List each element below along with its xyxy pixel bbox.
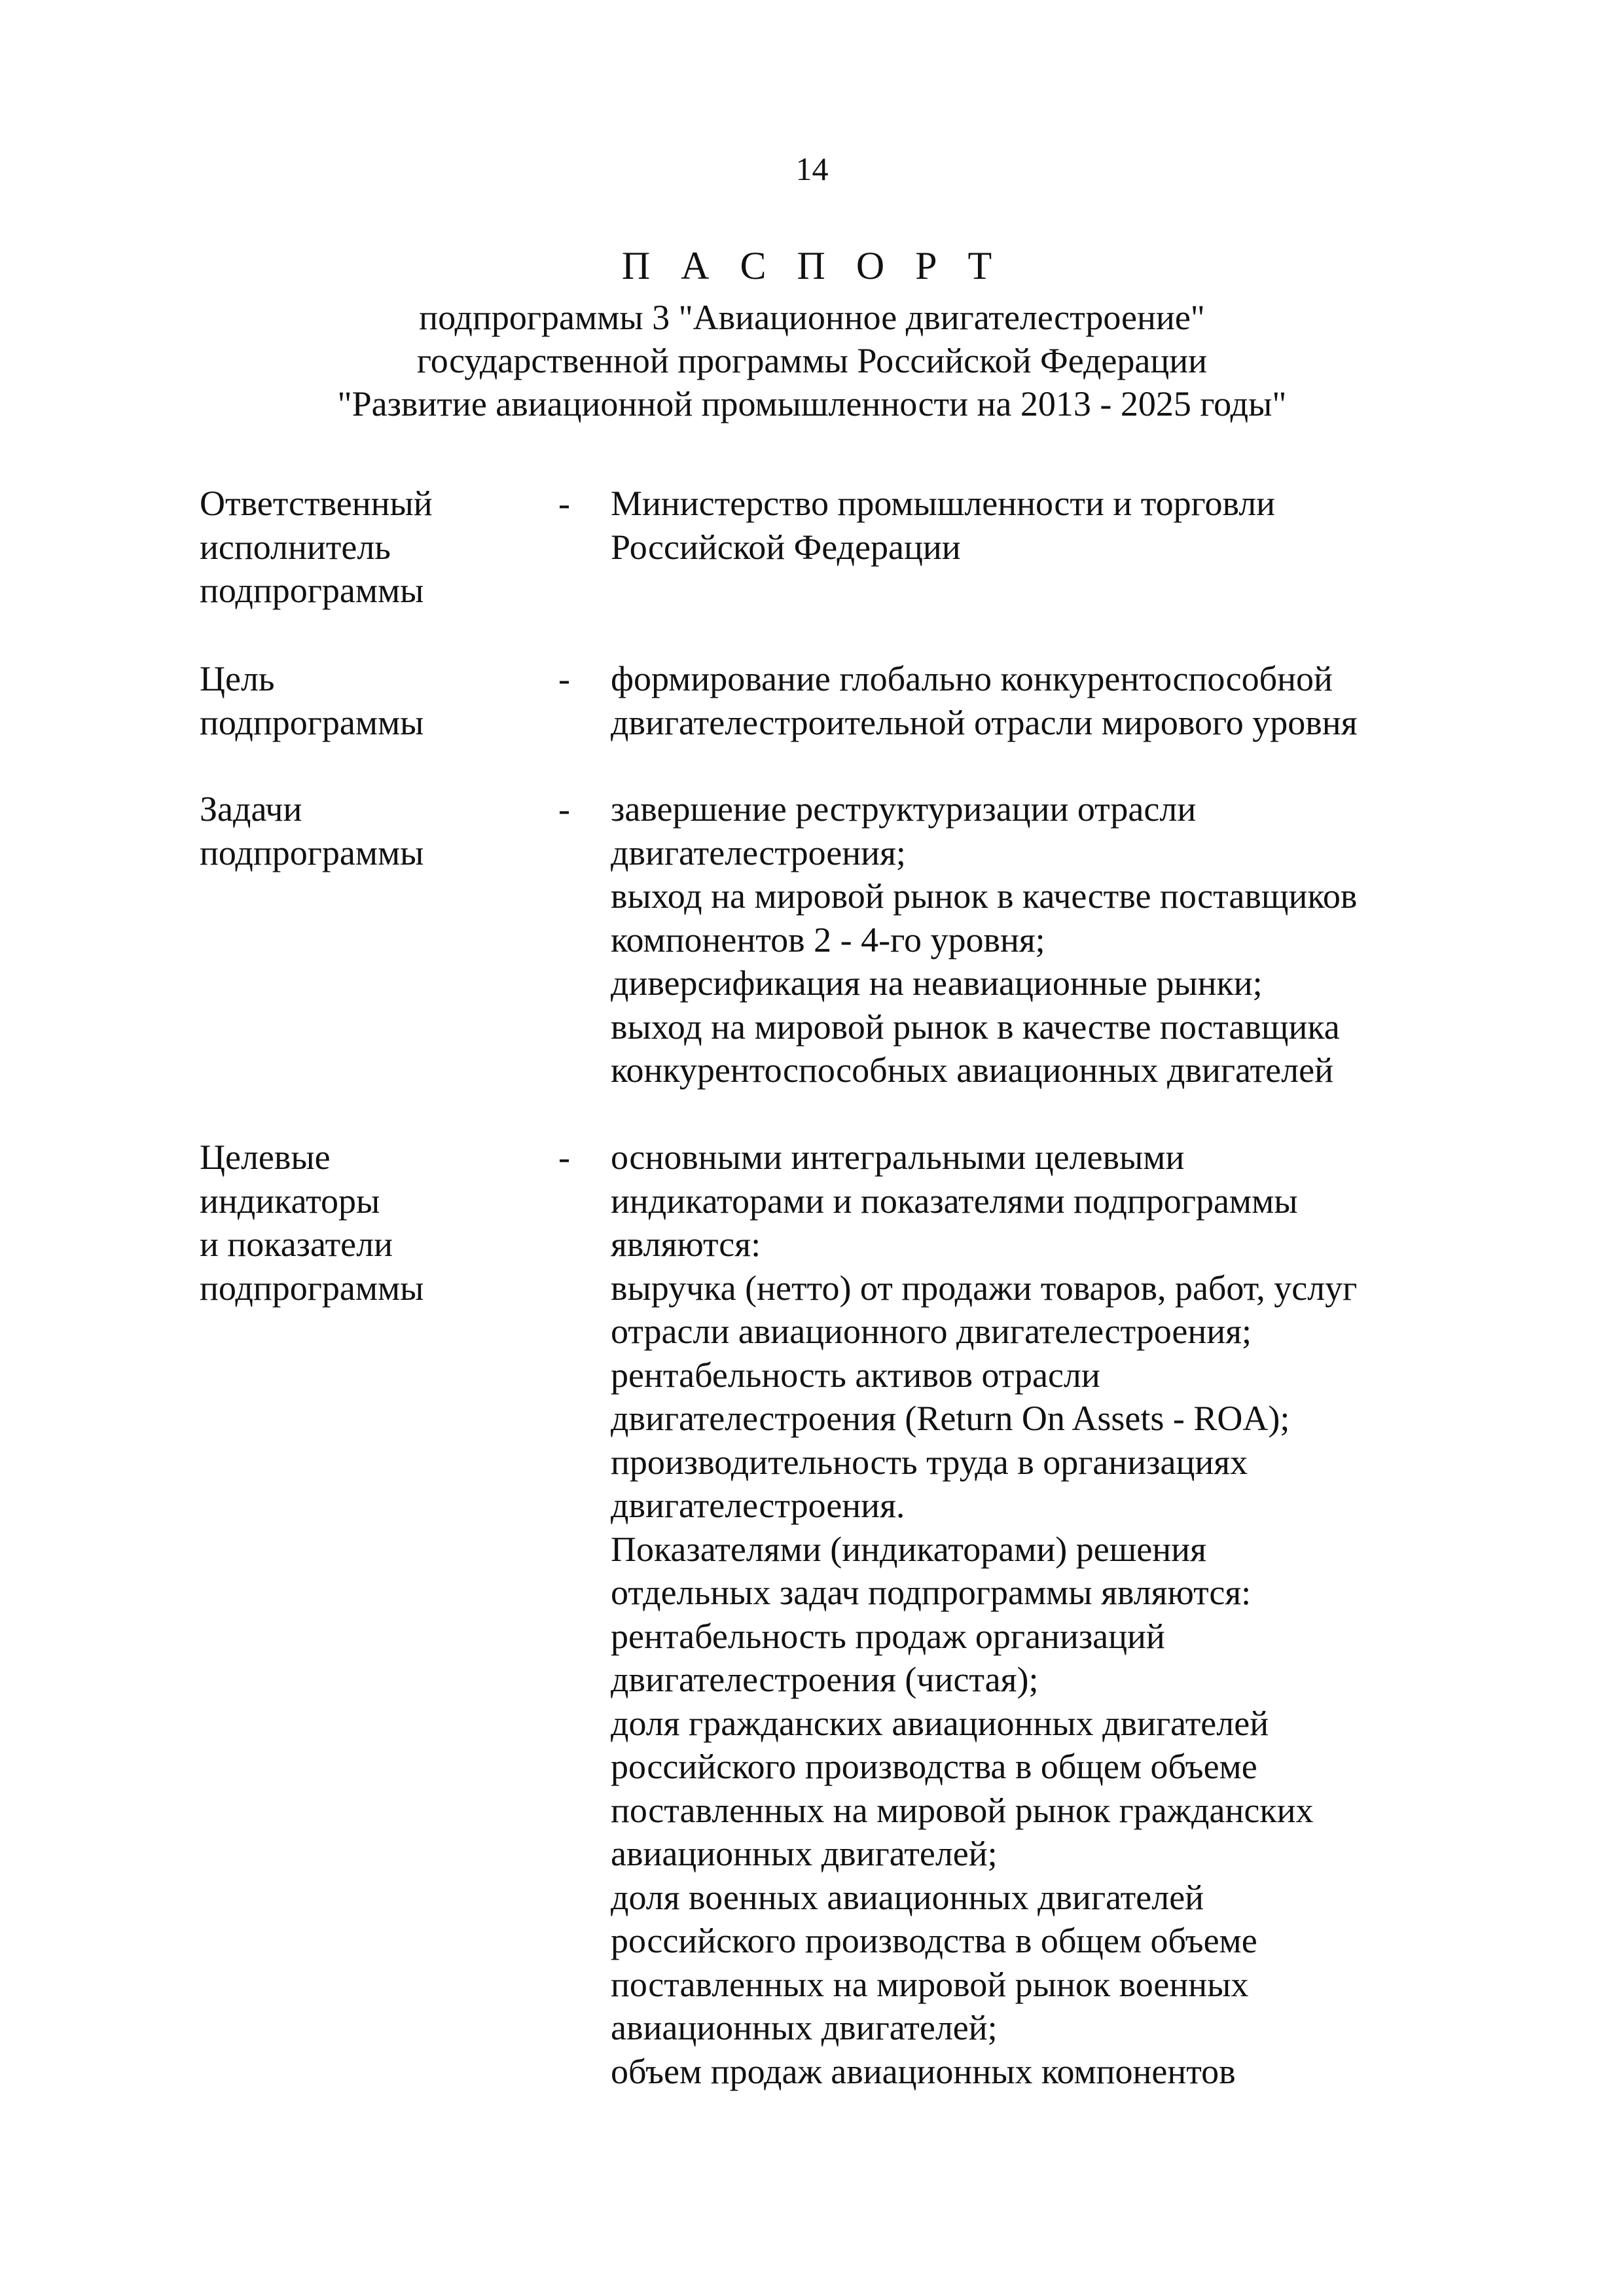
value-line: двигателестроения (Return On Assets - ROA); — [611, 1399, 1290, 1438]
value-line: российского производства в общем объеме — [611, 1747, 1257, 1786]
row-label — [200, 482, 540, 613]
value-line: отдельных задач подпрограммы являются: — [611, 1573, 1252, 1612]
value-line: рентабельность продаж организаций — [611, 1616, 1165, 1656]
value-line: доля гражданских авиационных двигателей — [611, 1703, 1269, 1743]
value-line: Российской Федерации — [611, 527, 961, 567]
subtitle-line: подпрограммы 3 "Авиационное двигателестроение" — [419, 298, 1205, 337]
value-line: Министерство промышленности и торговли — [611, 484, 1276, 523]
value-line: поставленных на мировой рынок гражданских — [611, 1790, 1314, 1830]
subtitle-line: "Развитие авиационной промышленности на 2013 - 2025 годы" — [337, 384, 1287, 423]
row-label — [200, 1136, 540, 1310]
row-label — [200, 787, 540, 874]
row-dash: - — [558, 659, 570, 698]
document-title: П А С П О Р Т — [621, 244, 1003, 287]
value-line: являются: — [611, 1225, 761, 1264]
value-line: двигателестроения. — [611, 1486, 905, 1525]
label-line: и показатели — [200, 1225, 393, 1264]
label-line: подпрограммы — [200, 1268, 424, 1308]
label-line: Ответственный — [200, 484, 433, 523]
value-line: отрасли авиационного двигателестроения; — [611, 1312, 1252, 1351]
value-line: конкурентоспособных авиационных двигателей — [611, 1050, 1333, 1090]
value-line: авиационных двигателей; — [611, 2008, 998, 2047]
value-line: завершение реструктуризации отрасли — [611, 789, 1197, 829]
value-line: выручка (нетто) от продажи товаров, работ, услуг — [611, 1268, 1358, 1308]
row-value — [611, 482, 1527, 569]
value-line: выход на мировой рынок в качестве поставщиков — [611, 876, 1358, 916]
value-line: основными интегральными целевыми — [611, 1138, 1185, 1177]
row-label — [200, 657, 540, 744]
value-line: объем продаж авиационных компонентов — [611, 2051, 1236, 2091]
value-line: двигателестроительной отрасли мирового уровня — [611, 702, 1358, 742]
value-line: диверсификация на неавиационные рынки; — [611, 963, 1263, 1003]
value-line: индикаторами и показателями подпрограммы — [611, 1181, 1298, 1221]
value-line: рентабельность активов отрасли — [611, 1355, 1100, 1395]
label-line: Задачи — [200, 789, 302, 829]
value-line: формирование глобально конкурентоспособной — [611, 659, 1333, 698]
value-line: авиационных двигателей; — [611, 1834, 998, 1873]
value-line: поставленных на мировой рынок военных — [611, 1964, 1249, 2004]
document-subtitle — [0, 296, 1624, 425]
row-value — [611, 657, 1527, 744]
label-line: индикаторы — [200, 1181, 380, 1221]
value-line: Показателями (индикаторами) решения — [611, 1529, 1206, 1569]
row-value — [611, 787, 1527, 1092]
value-line: производительность труда в организациях — [611, 1442, 1248, 1482]
label-line: Целевые — [200, 1138, 331, 1177]
row-dash: - — [558, 789, 570, 829]
page-number: 14 — [795, 151, 829, 187]
row-dash: - — [558, 1138, 570, 1177]
label-line: подпрограммы — [200, 571, 424, 610]
value-line: доля военных авиационных двигателей — [611, 1877, 1204, 1917]
value-line: двигателестроения (чистая); — [611, 1660, 1039, 1699]
value-line: компонентов 2 - 4-го уровня; — [611, 920, 1045, 960]
label-line: подпрограммы — [200, 833, 424, 872]
subtitle-line: государственной программы Российской Федерации — [416, 341, 1208, 380]
row-value — [611, 1136, 1527, 2093]
row-dash: - — [558, 484, 570, 523]
value-line: выход на мировой рынок в качестве поставщика — [611, 1007, 1340, 1047]
label-line: Цель — [200, 659, 275, 698]
label-line: исполнитель — [200, 527, 391, 567]
value-line: двигателестроения; — [611, 833, 906, 872]
label-line: подпрограммы — [200, 702, 424, 742]
value-line: российского производства в общем объеме — [611, 1921, 1257, 1960]
